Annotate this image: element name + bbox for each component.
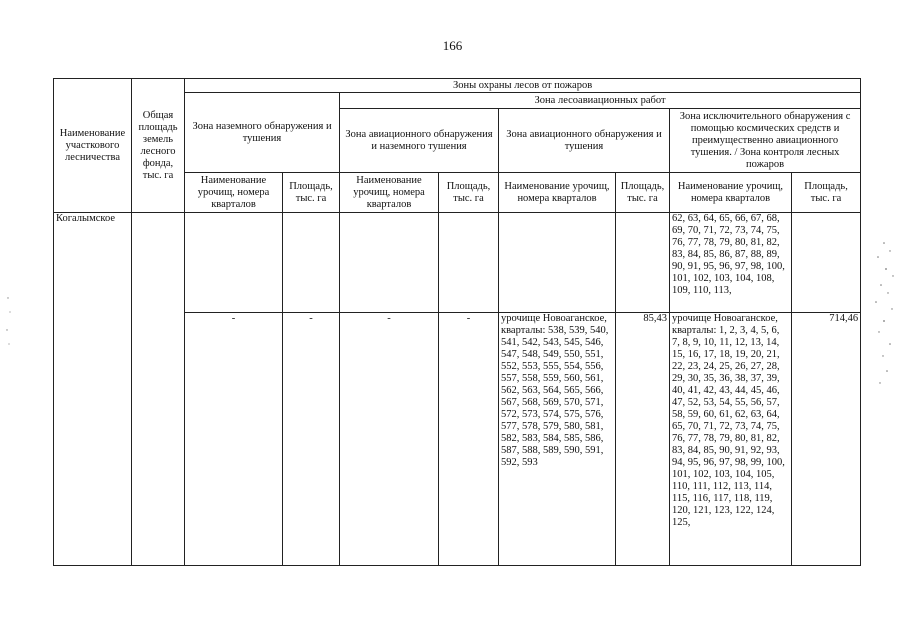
header-ground-area: Площадь, тыс. га [283,173,340,213]
space-area-cell [792,213,861,313]
header-space-zone: Зона исключительного обнаружения с помощью космических средств и преимущественно авиационного тушения. / Зона контроля лесных пожаров [670,109,861,173]
aviation-ground-area-cell: - [439,313,499,566]
header-space-tracts: Наименование урочищ, номера кварталов [670,173,792,213]
forestry-name-cell: Когалымское [54,213,132,566]
space-tracts-cell: урочище Новоаганское, кварталы: 1, 2, 3, 4, 5, 6, 7, 8, 9, 10, 11, 12, 13, 14, 15, 16, 17, 18, 19, 20, 21, 22, 23, 24, 25, 26, 27, 28, 29, 30, 35, 36, 38, 37, 39, 40, 41, 42, 43, 44, 45, 46, 47, 52, 53, 54, 55, 56, 57, 58, 59, 60, 61, 62, 63, 64, 65, 70, 71, 72, 73, 74, 75, 76, 77, 78, 79, 80, 81, 82, 83, 84, 85, 90, 91, 92, 93, 94, 95, 96, 97, 98, 99, 100, 101, 102, 103, 104, 105, 110, 111, 112, 113, 114, 115, 116, 117, 118, 119, 120, 121, 123, 122, 124, 125, [670,313,792,566]
scan-noise-left [2,292,16,352]
header-ground-tracts: Наименование урочищ, номера кварталов [185,173,283,213]
header-aviation-area: Площадь, тыс. га [616,173,670,213]
ground-area-cell [283,213,340,313]
aviation-ground-area-cell [439,213,499,313]
aviation-ground-tracts-cell [340,213,439,313]
header-aviation-tracts: Наименование урочищ, номера кварталов [499,173,616,213]
ground-tracts-cell [185,213,283,313]
total-area-cell [132,213,185,566]
page-number: 166 [442,38,463,53]
space-area-cell: 714,46 [792,313,861,566]
ground-tracts-cell: - [185,313,283,566]
aviation-ground-tracts-cell: - [340,313,439,566]
header-aviation-ground-area: Площадь, тыс. га [439,173,499,213]
aviation-tracts-cell: урочище Новоаганское, кварталы: 538, 539, 540, 541, 542, 543, 545, 546, 547, 548, 549, 550, 551, 552, 553, 555, 554, 556, 557, 558, 559, 560, 561, 562, 563, 564, 565, 566, 567, 568, 569, 570, 571, 572, 573, 574, 575, 576, 577, 578, 579, 580, 581, 582, 583, 584, 585, 586, 587, 588, 589, 590, 591, 592, 593 [499,313,616,566]
space-tracts-cell: 62, 63, 64, 65, 66, 67, 68, 69, 70, 71, 72, 73, 74, 75, 76, 77, 78, 79, 80, 81, 82, 83, 84, 85, 86, 87, 88, 89, 90, 91, 95, 96, 97, 98, 100, 101, 102, 103, 104, 108, 109, 110, 113, [670,213,792,313]
header-space-area: Площадь, тыс. га [792,173,861,213]
header-total-area: Общая площадь земель лесного фонда, тыс. га [132,79,185,213]
header-ground-zone: Зона наземного обнаружения и тушения [185,93,340,173]
header-aviation-zone: Зона авиационного обнаружения и тушения [499,109,670,173]
header-aviation-ground-zone: Зона авиационного обнаружения и наземного тушения [340,109,499,173]
header-aviation-ground-tracts: Наименование урочищ, номера кварталов [340,173,439,213]
scan-noise-right [866,235,902,395]
aviation-tracts-cell [499,213,616,313]
aviation-area-cell [616,213,670,313]
ground-area-cell: - [283,313,340,566]
fire-protection-zones-table [53,78,861,566]
aviation-area-cell: 85,43 [616,313,670,566]
header-forestry-name: Наименование участкового лесничества [54,79,132,213]
table-row [54,213,861,313]
header-fire-zones: Зоны охраны лесов от пожаров [185,79,861,93]
header-aviation-works-zone: Зона лесоавиационных работ [340,93,861,109]
